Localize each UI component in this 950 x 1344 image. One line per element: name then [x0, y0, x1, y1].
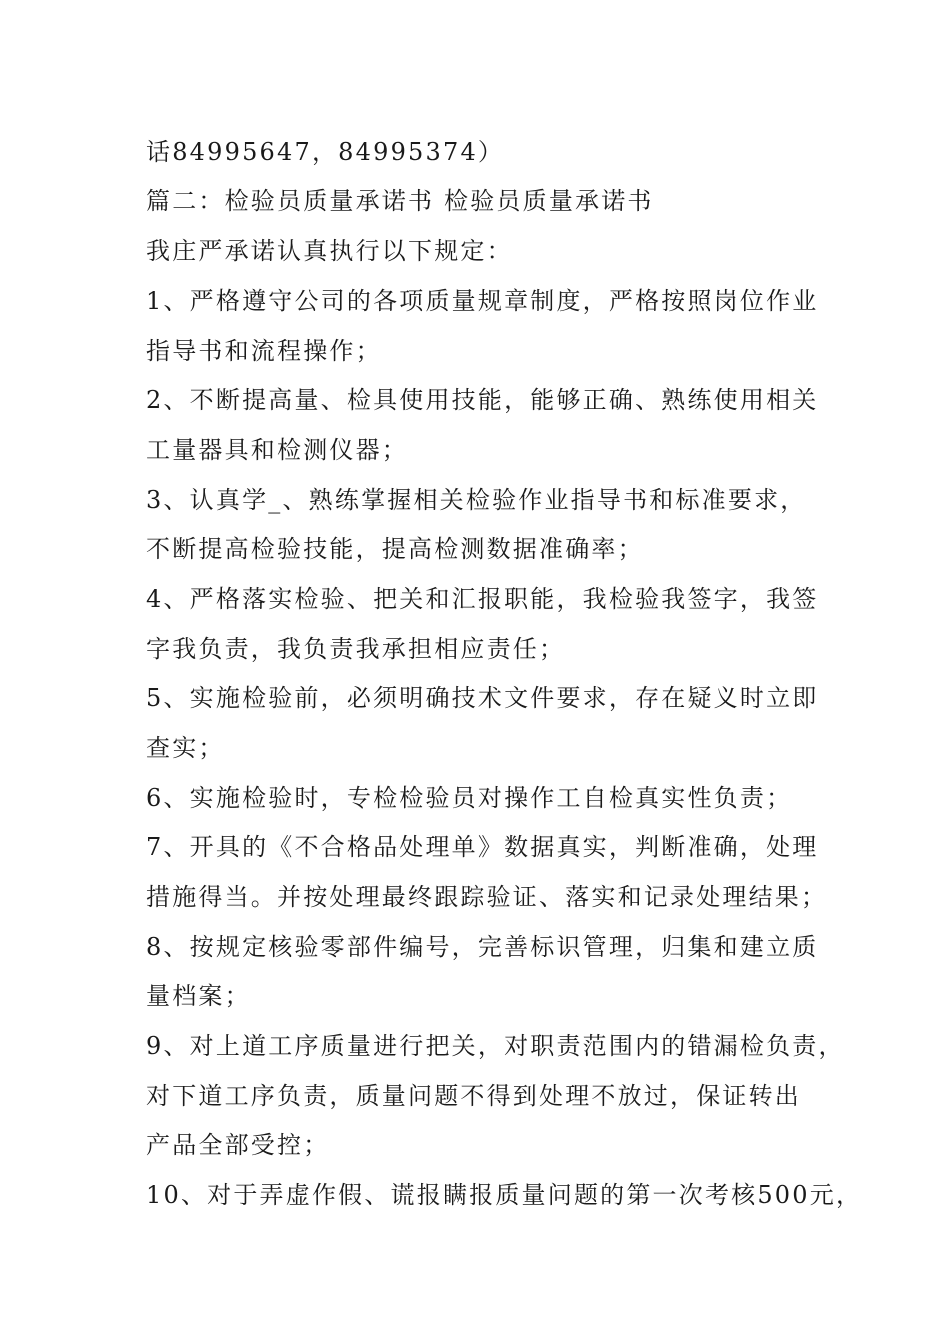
list-item-4: 4、严格落实检验、把关和汇报职能，我检验我签字，我签 [146, 585, 819, 613]
text-line: 产品全部受控； [146, 1131, 330, 1159]
text-line: 指导书和流程操作； [146, 337, 382, 365]
list-item-6: 6、实施检验时，专检检验员对操作工自检真实性负责； [146, 784, 793, 812]
list-item-3: 3、认真学_、熟练掌握相关检验作业指导书和标准要求， [146, 486, 807, 514]
text-line: 查实； [146, 734, 225, 762]
section-heading: 篇二：检验员质量承诺书 检验员质量承诺书 [146, 187, 654, 215]
text-line: 话84995647，84995374） [146, 138, 505, 166]
list-item-7: 7、开具的《不合格品处理单》数据真实，判断准确，处理 [146, 833, 819, 861]
text-line: 不断提高检验技能，提高检测数据准确率； [146, 535, 644, 563]
text-line: 措施得当。并按处理最终跟踪验证、落实和记录处理结果； [146, 883, 828, 911]
list-item-2: 2、不断提高量、检具使用技能，能够正确、熟练使用相关 [146, 386, 819, 414]
list-item-5: 5、实施检验前，必须明确技术文件要求，存在疑义时立即 [146, 684, 819, 712]
text-line: 对下道工序负责，质量问题不得到处理不放过，保证转出 [146, 1082, 801, 1110]
list-item-1: 1、严格遵守公司的各项质量规章制度，严格按照岗位作业 [146, 287, 819, 315]
list-item-9: 9、对上道工序质量进行把关，对职责范围内的错漏检负责， [146, 1032, 845, 1060]
list-item-10: 10、对于弄虚作假、谎报瞒报质量问题的第一次考核500元， [146, 1181, 863, 1209]
text-line: 字我负责，我负责我承担相应责任； [146, 635, 566, 663]
text-line: 工量器具和检测仪器； [146, 436, 408, 464]
text-line: 我庄严承诺认真执行以下规定： [146, 237, 513, 265]
list-item-8: 8、按规定核验零部件编号，完善标识管理，归集和建立质 [146, 933, 819, 961]
text-line: 量档案； [146, 982, 251, 1010]
